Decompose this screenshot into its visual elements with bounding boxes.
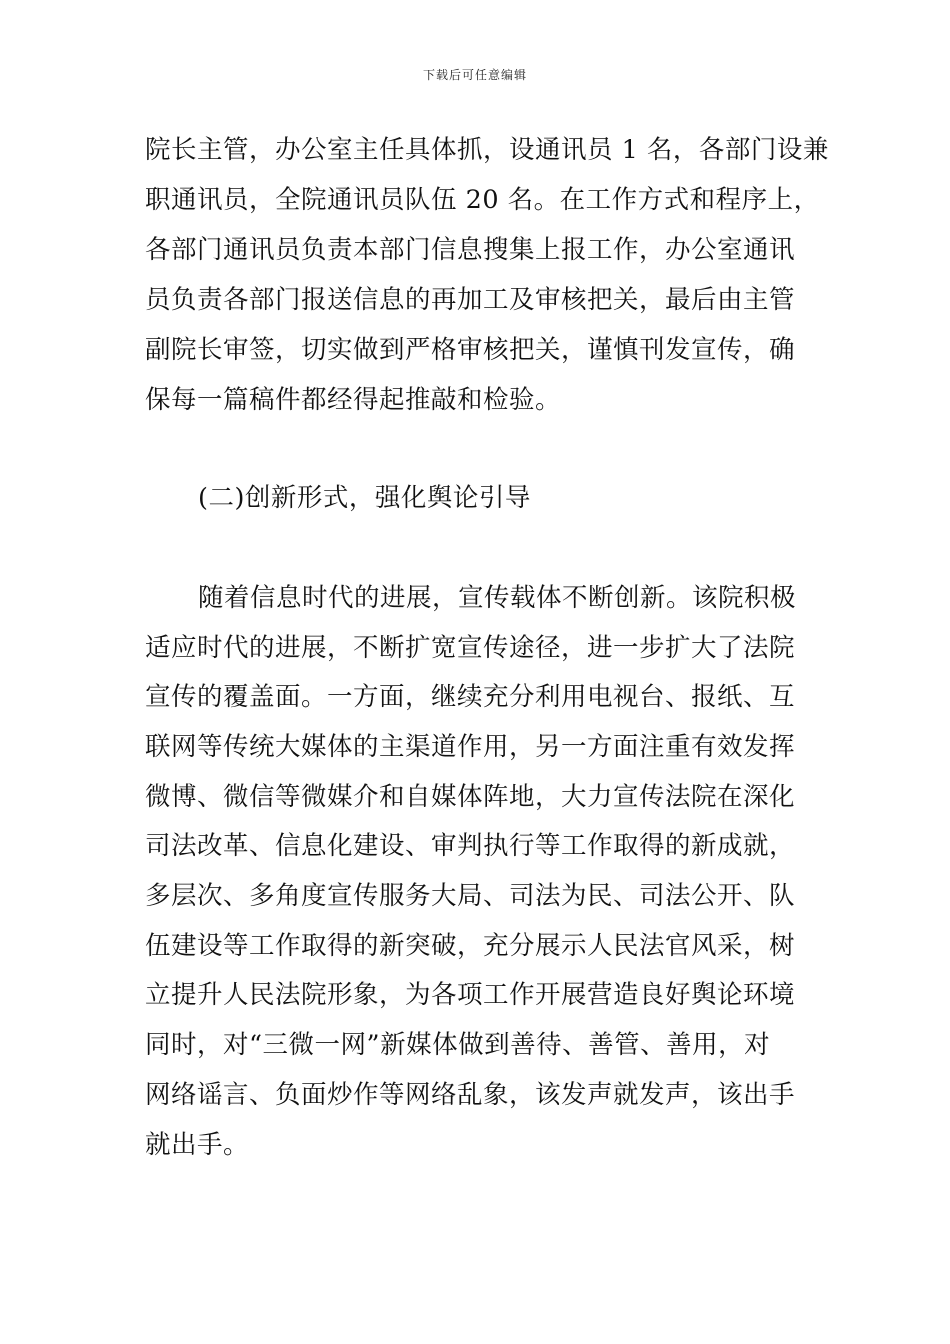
paragraph-line: 适应时代的进展，不断扩宽宣传途径，进一步扩大了法院 — [145, 633, 796, 663]
paragraph-line: 副院长审签，切实做到严格审核把关，谨慎刊发宣传，确 — [145, 335, 796, 365]
paragraph-line: 微博、微信等微媒介和自媒体阵地，大力宣传法院在深化 — [145, 782, 796, 812]
paragraph-line: 联网等传统大媒体的主渠道作用，另一方面注重有效发挥 — [145, 732, 796, 762]
paragraph-line: 多层次、多角度宣传服务大局、司法为民、司法公开、队 — [145, 881, 796, 911]
header-note: 下载后可任意编辑 — [422, 68, 527, 82]
paragraph-line: 院长主管，办公室主任具体抓，设通讯员 1 名，各部门设兼 — [145, 135, 829, 165]
paragraph-line: 员负责各部门报送信息的再加工及审核把关，最后由主管 — [145, 285, 796, 315]
paragraph-line: 就出手。 — [145, 1130, 250, 1160]
paragraph-line: 立提升人民法院形象，为各项工作开展营造良好舆论环境 — [145, 980, 796, 1010]
paragraph-line: 职通讯员，全院通讯员队伍 20 名。在工作方式和程序上， — [145, 185, 820, 215]
paragraph-line: 宣传的覆盖面。一方面，继续充分利用电视台、报纸、互 — [145, 682, 796, 712]
paragraph-line: 保每一篇稿件都经得起推敲和检验。 — [145, 385, 562, 415]
paragraph-line: 随着信息时代的进展，宣传载体不断创新。该院积极 — [198, 583, 797, 613]
paragraph-line: 同时，对“三微一网”新媒体做到善待、善管、善用，对 — [145, 1030, 771, 1060]
paragraph-line: 司法改革、信息化建设、审判执行等工作取得的新成就， — [145, 831, 796, 861]
paragraph-line: 各部门通讯员负责本部门信息搜集上报工作，办公室通讯 — [145, 235, 796, 265]
paragraph-line: 网络谣言、负面炒作等网络乱象，该发声就发声，该出手 — [145, 1080, 796, 1110]
paragraph-line: 伍建设等工作取得的新突破，充分展示人民法官风采，树 — [145, 931, 796, 961]
section-heading-text: (二)创新形式，强化舆论引导 — [198, 483, 531, 513]
